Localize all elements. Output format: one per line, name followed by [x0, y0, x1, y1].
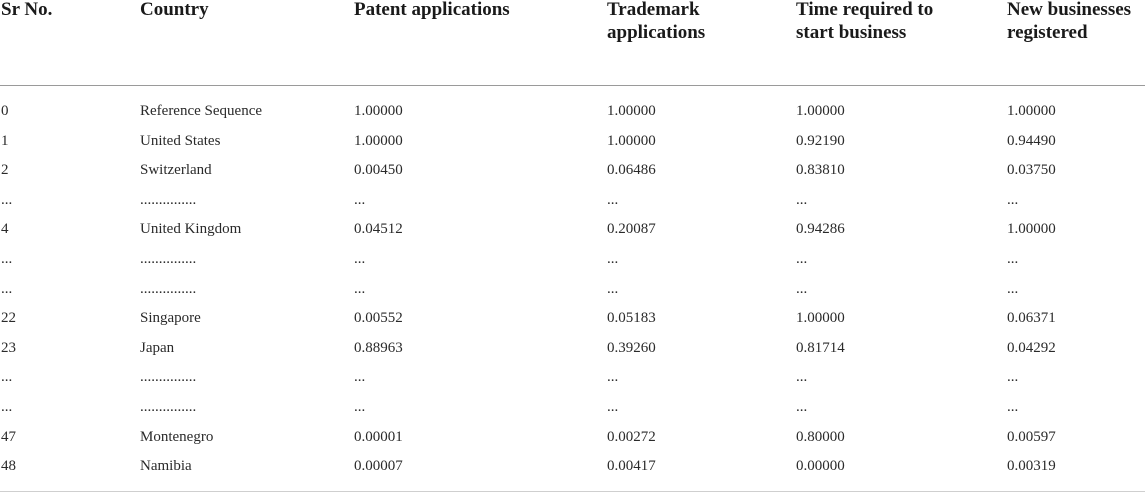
table-row	[0, 215, 1145, 245]
cell-trademark: 1.00000	[607, 103, 656, 119]
table-row	[0, 97, 1145, 127]
cell-patent: 0.00007	[354, 458, 403, 475]
cell-patent: 0.04512	[354, 221, 403, 238]
cell-country: Switzerland	[140, 162, 212, 179]
header-time-required: Time required to start business	[796, 0, 934, 43]
cell-time: 0.92190	[796, 132, 845, 149]
cell-time: 0.80000	[796, 428, 845, 445]
cell-patent: ...	[354, 191, 366, 208]
cell-country: United Kingdom	[140, 221, 242, 238]
header-country: Country	[140, 0, 209, 20]
cell-sr-no: 0	[1, 103, 9, 119]
cell-patent: 0.00552	[354, 310, 403, 327]
cell-sr-no: 23	[1, 339, 16, 356]
table-row	[0, 275, 1145, 305]
cell-trademark: 1.00000	[607, 132, 656, 149]
table-row	[0, 245, 1145, 275]
cell-trademark: ...	[607, 280, 619, 297]
cell-country: ...............	[140, 250, 197, 267]
cell-patent: ...	[354, 280, 366, 297]
cell-patent: 0.00450	[354, 162, 403, 179]
table-row	[0, 127, 1145, 157]
cell-sr-no: 2	[1, 162, 9, 179]
table-bottom-rule	[0, 491, 1145, 492]
cell-sr-no: 4	[1, 221, 9, 238]
cell-new-businesses: 1.00000	[1007, 103, 1056, 119]
cell-new-businesses: 0.00597	[1007, 428, 1056, 445]
cell-country: United States	[140, 132, 221, 149]
cell-time: 0.94286	[796, 221, 845, 238]
cell-trademark: 0.05183	[607, 310, 656, 327]
cell-new-businesses: ...	[1007, 250, 1019, 267]
cell-time: 1.00000	[796, 103, 845, 119]
cell-new-businesses: 0.04292	[1007, 339, 1056, 356]
cell-time: 0.81714	[796, 339, 845, 356]
cell-country: ...............	[140, 369, 197, 386]
cell-trademark: 0.39260	[607, 339, 656, 356]
cell-patent: 1.00000	[354, 132, 403, 149]
table-row	[0, 423, 1145, 453]
cell-sr-no: ...	[1, 398, 13, 415]
cell-patent: ...	[354, 250, 366, 267]
cell-sr-no: ...	[1, 280, 13, 297]
table-row	[0, 393, 1145, 423]
table-row	[0, 156, 1145, 186]
cell-new-businesses: ...	[1007, 369, 1019, 386]
header-sr-no: Sr No.	[1, 0, 53, 20]
cell-country: ...............	[140, 191, 197, 208]
cell-trademark: ...	[607, 250, 619, 267]
cell-new-businesses: 0.00319	[1007, 458, 1056, 475]
cell-trademark: 0.00417	[607, 458, 656, 475]
cell-country: Japan	[140, 339, 175, 356]
header-patent-applications: Patent applications	[354, 0, 510, 20]
cell-country: Reference Sequence	[140, 103, 263, 119]
table-header	[0, 0, 1145, 86]
cell-time: ...	[796, 398, 808, 415]
cell-sr-no: ...	[1, 250, 13, 267]
cell-sr-no: 22	[1, 310, 16, 327]
cell-new-businesses: 1.00000	[1007, 221, 1056, 238]
cell-time: ...	[796, 250, 808, 267]
cell-sr-no: ...	[1, 369, 13, 386]
cell-time: ...	[796, 280, 808, 297]
cell-new-businesses: 0.03750	[1007, 162, 1056, 179]
table-row	[0, 304, 1145, 334]
header-trademark-applications: Trademark applications	[607, 0, 706, 43]
cell-new-businesses: 0.06371	[1007, 310, 1056, 327]
cell-trademark: 0.20087	[607, 221, 656, 238]
cell-time: ...	[796, 369, 808, 386]
cell-country: ...............	[140, 398, 197, 415]
cell-patent: 1.00000	[354, 103, 403, 119]
table-row	[0, 363, 1145, 393]
cell-sr-no: ...	[1, 191, 13, 208]
cell-new-businesses: ...	[1007, 191, 1019, 208]
table-row	[0, 186, 1145, 216]
table-row	[0, 334, 1145, 364]
cell-trademark: 0.06486	[607, 162, 656, 179]
cell-patent: ...	[354, 398, 366, 415]
cell-sr-no: 47	[1, 428, 16, 445]
cell-sr-no: 1	[1, 132, 9, 149]
cell-new-businesses: ...	[1007, 398, 1019, 415]
cell-country: Singapore	[140, 310, 201, 327]
cell-time: ...	[796, 191, 808, 208]
cell-time: 0.83810	[796, 162, 845, 179]
cell-patent: 0.00001	[354, 428, 403, 445]
cell-time: 0.00000	[796, 458, 845, 475]
header-new-businesses: New businesses registered	[1007, 0, 1132, 43]
cell-trademark: ...	[607, 191, 619, 208]
cell-patent: ...	[354, 369, 366, 386]
cell-sr-no: 48	[1, 458, 16, 475]
cell-country: ...............	[140, 280, 197, 297]
cell-country: Montenegro	[140, 428, 214, 445]
cell-patent: 0.88963	[354, 339, 403, 356]
table-row	[0, 452, 1145, 482]
cell-new-businesses: 0.94490	[1007, 132, 1056, 149]
cell-time: 1.00000	[796, 310, 845, 327]
cell-new-businesses: ...	[1007, 280, 1019, 297]
cell-country: Namibia	[140, 458, 192, 475]
cell-trademark: ...	[607, 369, 619, 386]
cell-trademark: ...	[607, 398, 619, 415]
table-body	[0, 97, 1145, 482]
cell-trademark: 0.00272	[607, 428, 656, 445]
